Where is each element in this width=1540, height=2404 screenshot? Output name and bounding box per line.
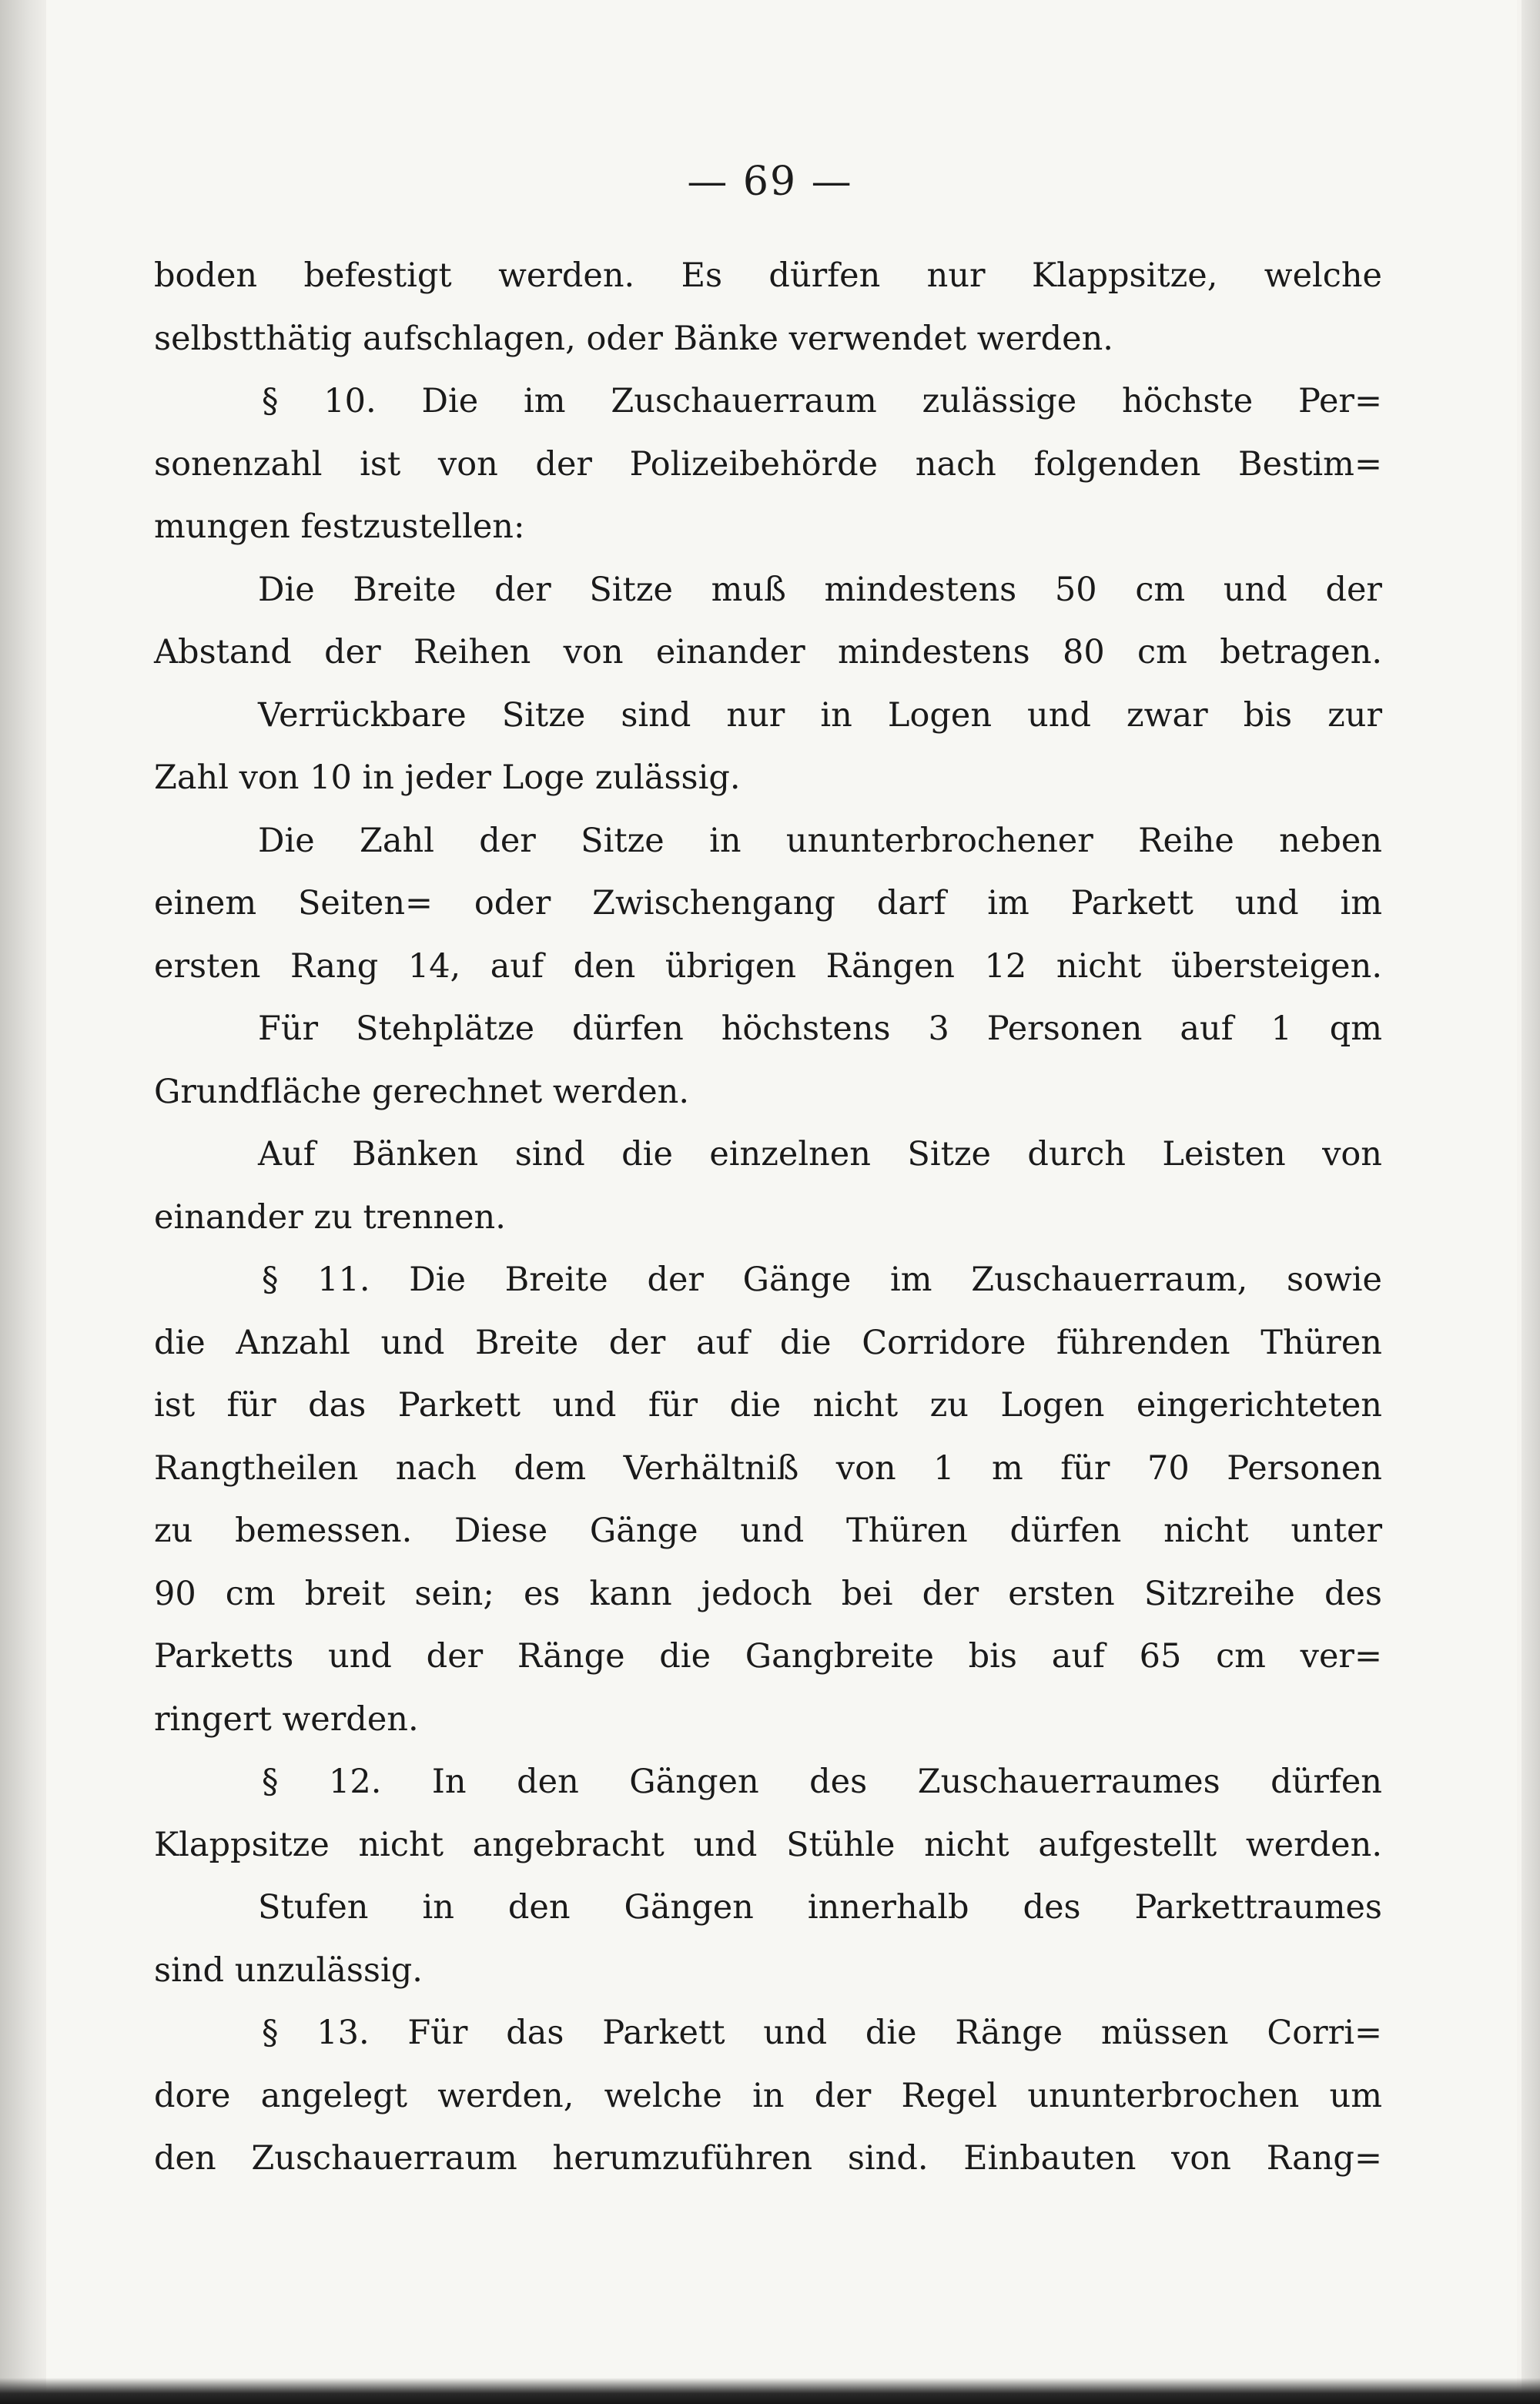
text-line: 90 cm breit sein; es kann jedoch bei der ersten Sitzreihe des (154, 1574, 1382, 1613)
text-line: ringert werden. (154, 1699, 419, 1739)
text-line: Klappsitze nicht angebracht und Stühle nicht aufgestellt werden. (154, 1825, 1382, 1864)
section-heading-line: § 13. Für das Parkett und die Ränge müssen Corri= (262, 2014, 1382, 2052)
text-line: Verrückbare Sitze sind nur in Logen und zwar bis zur (258, 695, 1382, 735)
text-line: Die Zahl der Sitze in ununterbrochener Reihe neben (258, 821, 1382, 860)
section-heading-line: § 12. In den Gängen des Zuschauerraumes dürfen (262, 1763, 1382, 1801)
text-line: den Zuschauerraum herumzuführen sind. Einbauten von Rang= (154, 2139, 1382, 2178)
text-line: ist für das Parkett und für die nicht zu Logen eingerichteten (154, 1386, 1382, 1425)
text-line: ersten Rang 14, auf den übrigen Rängen 12 nicht übersteigen. (154, 946, 1382, 986)
text-line: mungen festzustellen: (154, 507, 525, 546)
body-text (154, 245, 1382, 2191)
text-line: einander zu trennen. (154, 1197, 506, 1237)
text-line: einem Seiten= oder Zwischengang darf im Parkett und im (154, 884, 1382, 922)
text-line: Für Stehplätze dürfen höchstens 3 Personen auf 1 qm (258, 1009, 1382, 1048)
text-line: sonenzahl ist von der Polizeibehörde nach folgenden Bestim= (154, 444, 1382, 484)
section-heading-line: § 11. Die Breite der Gänge im Zuschauerraum, sowie (262, 1261, 1382, 1299)
text-line: Grundfläche gerechnet werden. (154, 1072, 690, 1111)
text-line: Zahl von 10 in jeder Loge zulässig. (154, 758, 741, 797)
text-line: dore angelegt werden, welche in der Regel ununterbrochen um (154, 2076, 1382, 2115)
text-line: selbstthätig aufschlagen, oder Bänke verwendet werden. (154, 319, 1113, 358)
text-line: zu bemessen. Diese Gänge und Thüren dürfen nicht unter (154, 1512, 1382, 1550)
text-line: Auf Bänken sind die einzelnen Sitze durch Leisten von (258, 1135, 1382, 1174)
scan-bottom-edge (0, 2378, 1540, 2404)
text-line: boden befestigt werden. Es dürfen nur Klappsitze, welche (154, 256, 1382, 295)
text-line: die Anzahl und Breite der auf die Corridore führenden Thüren (154, 1323, 1382, 1362)
page-edge (1522, 0, 1540, 2404)
text-line: Stufen in den Gängen innerhalb des Parkettraumes (258, 1888, 1382, 1927)
text-line: Rangtheilen nach dem Verhältniß von 1 m für 70 Personen (154, 1448, 1382, 1488)
text-line: Abstand der Reihen von einander mindestens 80 cm betragen. (154, 633, 1382, 671)
text-line: Parketts und der Ränge die Gangbreite bis auf 65 cm ver= (154, 1637, 1382, 1676)
text-line: sind unzulässig. (154, 1950, 423, 1990)
text-line: Die Breite der Sitze muß mindestens 50 cm und der (258, 570, 1382, 609)
page-number: — 69 — (687, 159, 853, 205)
section-heading-line: § 10. Die im Zuschauerraum zulässige höchste Per= (262, 382, 1382, 420)
